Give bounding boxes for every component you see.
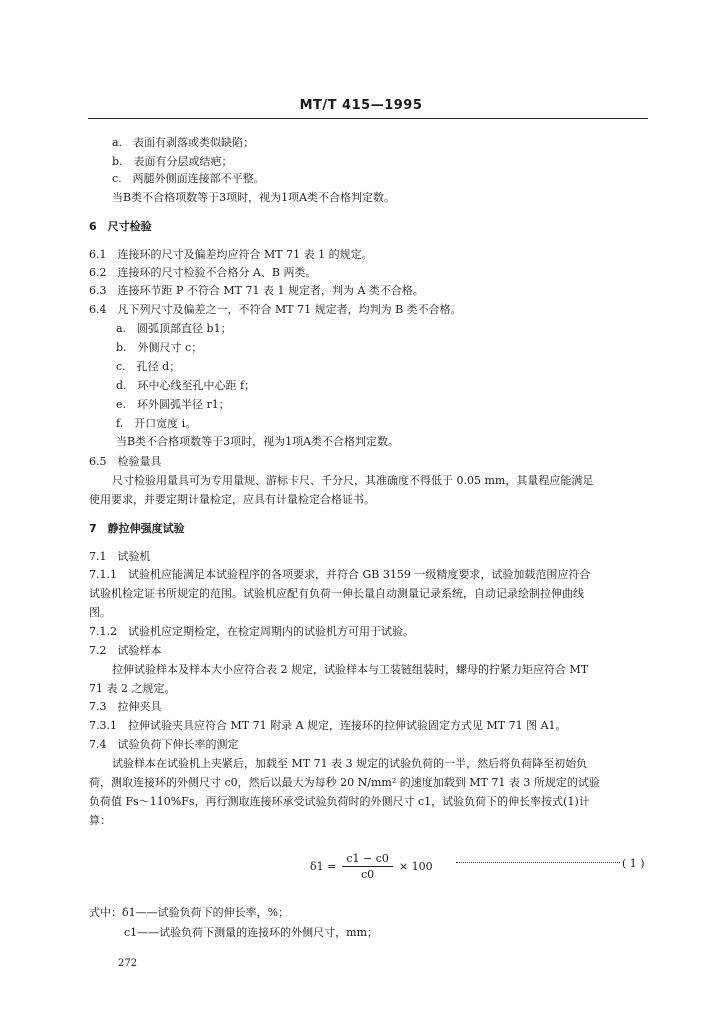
dimension-item-d: d. 环中心线至孔中心距 f； [116, 379, 256, 392]
paragraph-line: 荷，测取连接环的外侧尺寸 c0，然后以最大为每秒 20 N/mm² 的速度加载到 MT 71 表 3 所规定的试验 [89, 776, 600, 789]
formula-denominator: c0 [361, 868, 375, 881]
defect-item-a: a. 表面有剥落或类似缺陷； [112, 136, 255, 149]
clause-6-5: 6.5 检验量具 [89, 455, 162, 468]
elongation-formula [310, 852, 433, 881]
formula-fraction [342, 852, 393, 881]
paragraph-line: 试验机检定证书所规定的范围。试验机应配有负荷一伸长量自动测量记录系统，自动记录绘制拉伸曲线 [89, 587, 584, 600]
clause-7-2: 7.2 试验样本 [89, 644, 162, 657]
paragraph-line: 试验样本在试验机上夹紧后，加载至 MT 71 表 3 规定的试验负荷的一半，然后将负荷降至初始负 [112, 757, 588, 770]
dimension-item-a: a. 圆弧顶部直径 b1； [116, 322, 232, 335]
clause-7-1-2: 7.1.2 试验机应定期检定，在检定周期内的试验机方可用于试验。 [89, 625, 414, 638]
dimension-item-c: c. 孔径 d； [116, 360, 181, 373]
paragraph-line: 71 表 2 之规定。 [89, 682, 176, 695]
clause-6-1: 6.1 连接环的尺寸及偏差均应符合 MT 71 表 1 的规定。 [89, 248, 373, 261]
clause-7-3: 7.3 拉伸夹具 [89, 700, 162, 713]
defect-item-b: b. 表面有分层或结疤； [112, 155, 233, 168]
paragraph-line: 算： [89, 814, 111, 827]
paragraph-line: 尺寸检验用量具可为专用量规、游标卡尺、千分尺，其准确度不得低于 0.05 mm，其量程应能满足 [112, 474, 594, 487]
formula-numerator: c1 − c0 [342, 852, 393, 867]
clause-7-4: 7.4 试验负荷下伸长率的测定 [89, 738, 239, 751]
clause-6-3: 6.3 连接环节距 P 不符合 MT 71 表 1 规定者，判为 A 类不合格。 [89, 284, 424, 297]
standard-code-header: MT/T 415—1995 [299, 98, 423, 113]
formula-rhs: × 100 [398, 860, 433, 873]
paragraph-line: 拉伸试验样本及样本大小应符合表 2 规定，试验样本与工装链组装时，螺母的拧紧力矩应符合 MT [112, 663, 589, 676]
dimension-item-e: e. 环外圆弧半径 r1； [116, 398, 230, 411]
formula-lhs: δ1 = [310, 860, 337, 873]
clause-7-1: 7.1 试验机 [89, 550, 151, 563]
dimension-item-f: f. 开口宽度 i。 [116, 417, 197, 430]
paragraph-line: 负荷值 Fs～110%Fs，再行测取连接环承受试验负荷时的外侧尺寸 c1，试验负荷下的伸长率按式(1)计 [89, 795, 590, 808]
paragraph-line: 图。 [89, 606, 111, 619]
variable-definition: 式中：δ1——试验负荷下的伸长率，%； [89, 906, 290, 919]
paragraph-line: 使用要求，并要定期计量检定，应具有计量检定合格证书。 [89, 493, 375, 506]
formula-leader-dots [456, 862, 620, 863]
page-number: 272 [118, 958, 138, 969]
dimension-item-b: b. 外侧尺寸 c； [116, 341, 203, 354]
clause-7-1-1: 7.1.1 试验机应能满足本试验程序的各项要求，并符合 GB 3159 一级精度要求，试验加载范围应符合 [89, 568, 591, 581]
section-heading-7: 7 静拉伸强度试验 [89, 522, 185, 535]
clause-6-2: 6.2 连接环的尺寸检验不合格分 A、B 两类。 [89, 266, 317, 279]
equation-number: ( 1 ) [622, 857, 645, 870]
variable-definition: c1——试验负荷下测量的连接环的外侧尺寸，mm； [124, 926, 379, 939]
section-heading-6: 6 尺寸检验 [89, 220, 152, 233]
header-rule [88, 118, 648, 119]
defect-item-c: c. 两腿外侧面连接部不平整。 [112, 172, 265, 185]
clause-6-4: 6.4 凡下列尺寸及偏差之一，不符合 MT 71 规定者，均判为 B 类不合格。 [89, 303, 462, 316]
paragraph-line: 当B类不合格项数等于3项时，视为1项A类不合格判定数。 [112, 191, 396, 204]
paragraph-line: 当B类不合格项数等于3项时，视为1项A类不合格判定数。 [116, 435, 400, 448]
clause-7-3-1: 7.3.1 拉伸试验夹具应符合 MT 71 附录 A 规定，连接环的拉伸试验固定方式见 MT 71 图 A1。 [89, 719, 567, 732]
